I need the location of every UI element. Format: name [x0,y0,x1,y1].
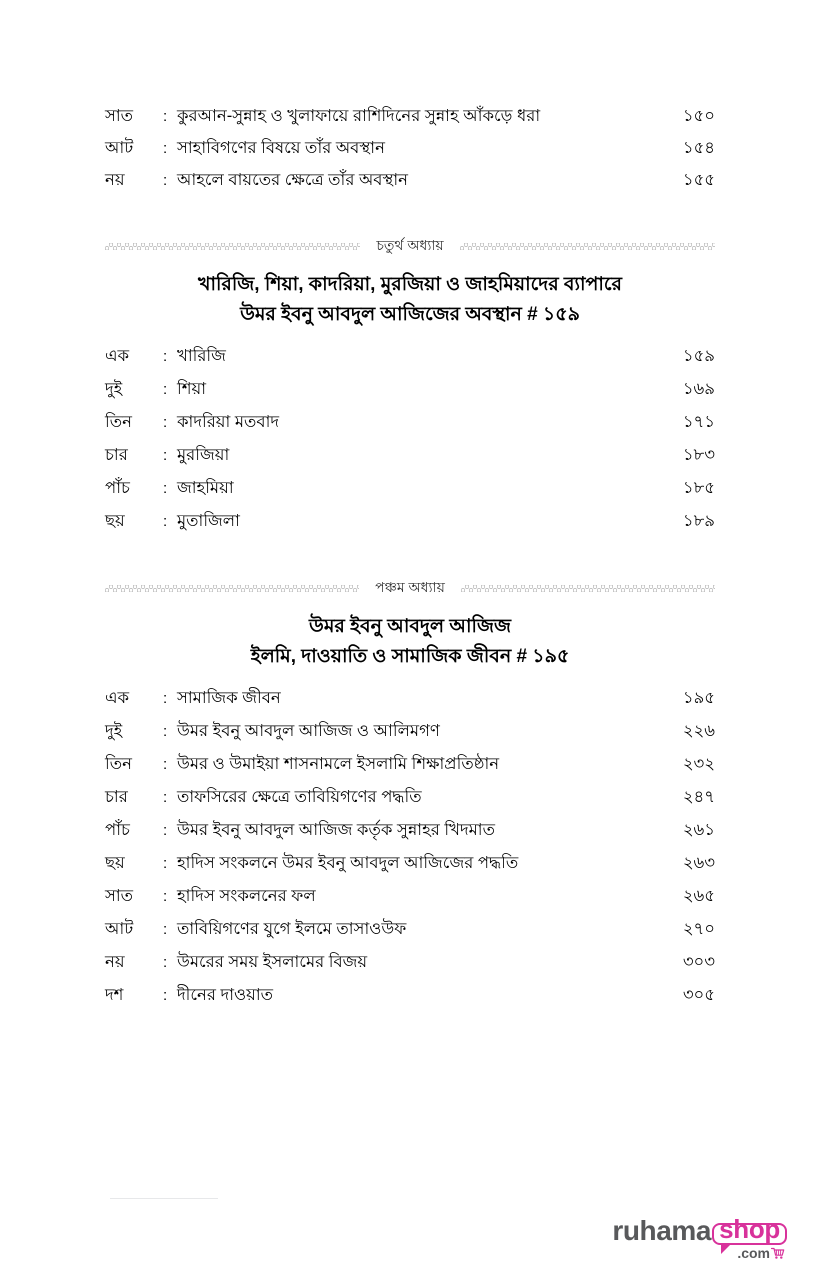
entry-ordinal: আট [105,139,134,157]
entry-ordinal: পাঁচ [105,479,130,498]
brand-bubble [712,1214,787,1245]
table-row[interactable] [105,983,715,1016]
table-row[interactable] [105,752,715,785]
entry-page-number: ১৯৫ [682,689,715,708]
table-row[interactable] [105,377,715,410]
wavy-line-left-icon [105,585,359,592]
table-row[interactable] [105,950,715,983]
entry-title: উমর ইবনু আবদুল আজিজ ও আলিমগণ [177,722,440,741]
entry-separator: : [163,348,168,366]
entry-title: কাদরিয়া মতবাদ [177,413,280,432]
table-row[interactable] [105,168,715,200]
table-row[interactable] [105,344,715,377]
entry-page-number: ২৬১ [682,821,715,840]
entry-separator: : [163,140,168,157]
entry-ordinal: এক [105,689,130,708]
table-row[interactable] [105,136,715,168]
entry-title: উমর ও উমাইয়া শাসনামলে ইসলামি শিক্ষাপ্রতিষ্ঠান [177,755,500,774]
entry-separator: : [163,723,168,741]
entry-separator: : [163,756,168,774]
brand-tld-text: .com [737,1245,770,1261]
chapter-title-line: খারিজি, শিয়া, কাদরিয়া, মুরজিয়া ও জাহমিয়াদের ব্যাপারে [197,274,623,295]
entry-ordinal: আট [105,920,134,939]
entry-title: খারিজি [177,347,226,366]
entry-separator: : [163,513,168,531]
chapter-separator-rule [105,576,715,600]
chapter-five-entries-block [105,686,715,1016]
continuation-entries-block [105,104,715,200]
chapter-separator-rule [105,234,715,258]
entry-page-number: ১৮৩ [682,446,715,465]
brand-bubble-text: shop [719,1214,780,1244]
entry-page-number: ২২৬ [682,722,715,741]
chapter-title [105,270,715,330]
entry-ordinal: নয় [105,171,125,189]
chapter-title [105,612,715,672]
entry-separator: : [163,888,168,906]
entry-page-number: ১৫০ [682,107,715,125]
entry-ordinal: তিন [105,413,132,432]
entry-separator: : [163,447,168,465]
entry-title: শিয়া [177,380,206,399]
entry-separator: : [163,954,168,972]
chapter-title-line: উমর ইবনু আবদুল আজিজ [309,616,511,638]
chapter-title-line: উমর ইবনু আবদুল আজিজের অবস্থান # ১৫৯ [240,304,580,326]
entry-page-number: ২৪৭ [682,788,715,807]
entry-ordinal: নয় [105,953,125,972]
chapter-five-heading [105,576,715,672]
entry-separator: : [163,480,168,498]
entry-title: কুরআন-সুন্নাহ ও খুলাফায়ে রাশিদিনের সুন্নাহ আঁকড়ে ধরা [177,107,541,125]
entry-ordinal: ছয় [105,512,125,531]
entry-page-number: ২৭০ [682,920,715,939]
table-row[interactable] [105,719,715,752]
entry-page-number: ৩০৩ [682,953,715,972]
chapter-kicker: পঞ্চম অধ্যায় [375,579,445,596]
entry-ordinal: দুই [105,380,123,399]
toc-table-chapter-five [105,686,715,1016]
entry-title: তাফসিরের ক্ষেত্রে তাবিয়িগণের পদ্ধতি [177,788,422,807]
entry-separator: : [163,381,168,399]
entry-page-number: ২৩২ [682,755,715,774]
wavy-line-left-icon [105,243,360,250]
table-row[interactable] [105,785,715,818]
entry-separator: : [163,690,168,708]
entry-page-number: ১৫৯ [682,347,715,366]
table-row[interactable] [105,104,715,136]
entry-separator: : [163,172,168,189]
entry-page-number: ২৬৩ [682,854,715,873]
entry-ordinal: সাত [105,887,134,906]
entry-title: সাহাবিগণের বিষয়ে তাঁর অবস্থান [177,139,385,157]
entry-page-number: ১৮৯ [682,512,715,531]
shopping-cart-icon [771,1247,785,1260]
table-row[interactable] [105,818,715,851]
table-row[interactable] [105,410,715,443]
entry-title: উমরের সময় ইসলামের বিজয় [177,953,368,972]
brand-tld [737,1246,785,1260]
table-row[interactable] [105,917,715,950]
entry-ordinal: পাঁচ [105,821,130,840]
entry-page-number: ১৮৫ [682,479,715,498]
toc-table-continuation [105,104,715,200]
wavy-line-right-icon [461,585,715,592]
entry-page-number: ৩০৫ [682,986,715,1005]
entry-title: উমর ইবনু আবদুল আজিজ কর্তৃক সুন্নাহর খিদমাত [177,821,495,840]
entry-page-number: ১৬৯ [682,380,715,399]
wavy-line-right-icon [460,243,715,250]
toc-table-chapter-four [105,344,715,542]
entry-ordinal: দশ [105,986,124,1005]
chapter-four-entries-block [105,344,715,542]
entry-title: তাবিয়িগণের যুগে ইলমে তাসাওউফ [177,920,407,939]
entry-page-number: ১৭১ [682,413,715,432]
table-row[interactable] [105,851,715,884]
entry-ordinal: চার [105,788,128,807]
entry-separator: : [163,789,168,807]
chapter-kicker: চতুর্থ অধ্যায় [376,237,444,253]
entry-separator: : [163,108,168,125]
entry-title: মুরজিয়া [177,446,230,465]
entry-ordinal: তিন [105,755,132,774]
entry-separator: : [163,987,168,1005]
brand-word: ruhama [612,1215,712,1246]
entry-separator: : [163,921,168,939]
entry-page-number: ১৫৪ [682,139,715,157]
entry-ordinal: সাত [105,107,134,125]
table-row[interactable] [105,686,715,719]
brand-logo[interactable] [612,1216,787,1260]
entry-title: মুতাজিলা [177,512,240,531]
footer-divider [110,1198,218,1199]
brand-bubble-wrap [712,1214,787,1261]
table-row[interactable] [105,884,715,917]
entry-ordinal: চার [105,446,128,465]
entry-title: জাহমিয়া [177,479,234,498]
table-row[interactable] [105,443,715,476]
entry-title: দীনের দাওয়াত [177,986,274,1005]
entry-title: আহলে বায়তের ক্ষেত্রে তাঁর অবস্থান [177,171,409,189]
entry-ordinal: দুই [105,722,123,741]
entry-ordinal: এক [105,347,130,366]
chapter-four-heading [105,234,715,330]
entry-ordinal: ছয় [105,854,125,873]
speech-bubble-tail-icon [721,1245,730,1254]
entry-separator: : [163,855,168,873]
entry-separator: : [163,822,168,840]
entry-title: হাদিস সংকলনে উমর ইবনু আবদুল আজিজের পদ্ধতি [177,854,519,873]
toc-content [105,104,715,1016]
entry-separator: : [163,414,168,432]
table-row[interactable] [105,476,715,509]
entry-page-number: ১৫৫ [682,171,715,189]
entry-title: সামাজিক জীবন [177,689,281,708]
entry-page-number: ২৬৫ [682,887,715,906]
entry-title: হাদিস সংকলনের ফল [177,887,316,906]
table-row[interactable] [105,509,715,542]
chapter-title-line: ইলমি, দাওয়াতি ও সামাজিক জীবন # ১৯৫ [250,646,570,668]
